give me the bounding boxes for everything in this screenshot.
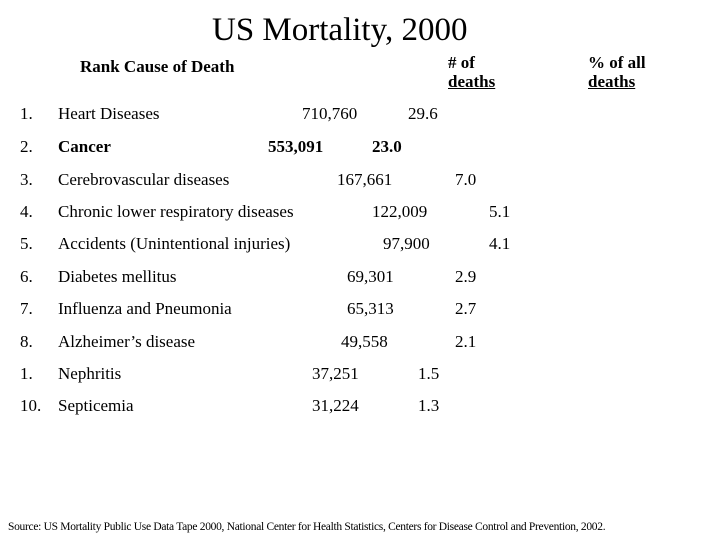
row-pct: 29.6 — [408, 104, 438, 123]
row-cause: Cancer — [58, 137, 111, 156]
row-pct: 1.3 — [418, 396, 440, 415]
row-deaths: 167,661 — [337, 170, 393, 189]
row-pct: 2.7 — [455, 299, 477, 318]
row-pct: 1.5 — [418, 364, 440, 383]
row-pct: 2.9 — [455, 267, 477, 286]
source-note: Source: US Mortality Public Use Data Tape 2000, National Center for Health Statistics, Centers for Disease Control and Prevention, 2002. — [8, 521, 606, 533]
row-cause: Chronic lower respiratory diseases — [58, 202, 294, 221]
row-rank: 5. — [20, 234, 33, 253]
row-rank: 3. — [20, 170, 33, 189]
row-pct: 2.1 — [455, 332, 477, 351]
deaths-header-line2: deaths — [448, 72, 496, 91]
row-rank: 10. — [20, 396, 42, 415]
row-deaths: 553,091 — [268, 137, 324, 156]
row-cause: Septicemia — [58, 396, 134, 415]
row-deaths: 31,224 — [312, 396, 359, 415]
row-rank: 1. — [20, 104, 33, 123]
row-cause: Diabetes mellitus — [58, 267, 177, 286]
row-deaths: 122,009 — [372, 202, 428, 221]
row-pct: 23.0 — [372, 137, 402, 156]
row-deaths: 69,301 — [347, 267, 394, 286]
row-rank: 4. — [20, 202, 33, 221]
row-rank: 7. — [20, 299, 33, 318]
row-deaths: 710,760 — [302, 104, 358, 123]
row-pct: 4.1 — [489, 234, 511, 253]
row-cause: Influenza and Pneumonia — [58, 299, 232, 318]
row-rank: 1. — [20, 364, 33, 383]
row-deaths: 97,900 — [383, 234, 430, 253]
row-deaths: 49,558 — [341, 332, 388, 351]
row-pct: 5.1 — [489, 202, 511, 221]
row-deaths: 37,251 — [312, 364, 359, 383]
deaths-header-line1: # of — [448, 53, 475, 72]
deaths-header — [448, 53, 495, 91]
row-cause: Nephritis — [58, 364, 122, 383]
rank-cause-header: Rank Cause of Death — [80, 57, 235, 76]
title-text: US Mortality, 2000 — [212, 12, 468, 48]
row-cause: Alzheimer’s disease — [58, 332, 196, 351]
row-cause: Accidents (Unintentional injuries) — [58, 234, 291, 253]
row-rank: 8. — [20, 332, 33, 351]
pct-header-line1: % of all — [588, 53, 646, 72]
row-rank: 2. — [20, 137, 33, 156]
row-cause: Cerebrovascular diseases — [58, 170, 230, 189]
row-deaths: 65,313 — [347, 299, 394, 318]
pct-header-line2: deaths — [588, 72, 636, 91]
row-cause: Heart Diseases — [58, 104, 160, 123]
row-rank: 6. — [20, 267, 33, 286]
row-pct: 7.0 — [455, 170, 477, 189]
pct-header — [588, 53, 646, 91]
